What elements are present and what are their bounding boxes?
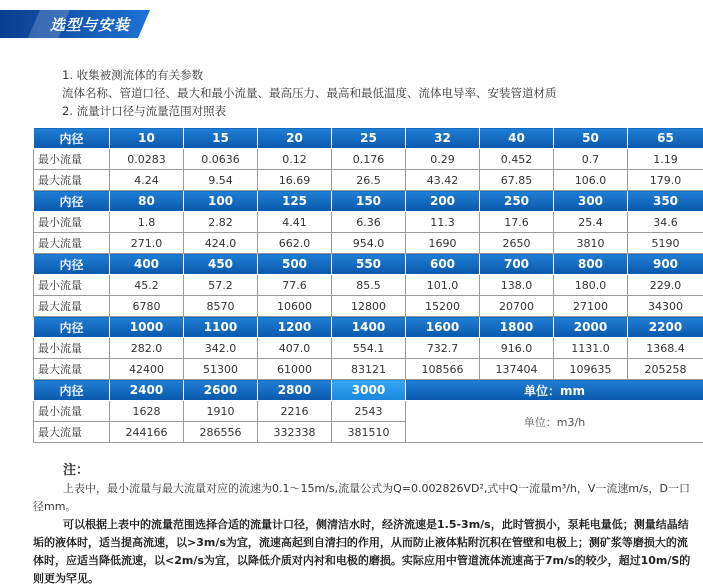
table-row [34, 359, 703, 380]
dn-cell: 65 [628, 128, 703, 149]
min-cell: 138.0 [480, 275, 554, 296]
min-cell: 25.4 [554, 212, 628, 233]
dn-cell: 300 [554, 191, 628, 212]
dn-cell: 450 [184, 254, 258, 275]
min-cell: 85.5 [332, 275, 406, 296]
min-cell: 1131.0 [554, 338, 628, 359]
dn-cell: 10 [110, 128, 184, 149]
row-label: 内径 [34, 191, 110, 212]
max-cell: 662.0 [258, 233, 332, 254]
dn-cell: 25 [332, 128, 406, 149]
dn-cell: 100 [184, 191, 258, 212]
min-cell: 4.41 [258, 212, 332, 233]
max-cell: 332338 [258, 422, 332, 443]
table-row [34, 275, 703, 296]
min-cell: 1368.4 [628, 338, 703, 359]
max-cell: 26.5 [332, 170, 406, 191]
min-cell: 17.6 [480, 212, 554, 233]
max-cell: 34300 [628, 296, 703, 317]
dn-cell: 40 [480, 128, 554, 149]
dn-cell: 1800 [480, 317, 554, 338]
row-label: 最小流量 [34, 275, 110, 296]
max-cell: 6780 [110, 296, 184, 317]
max-cell: 43.42 [406, 170, 480, 191]
dn-cell: 350 [628, 191, 703, 212]
dn-cell: 2400 [110, 380, 184, 401]
min-cell: 342.0 [184, 338, 258, 359]
min-cell: 0.0283 [110, 149, 184, 170]
max-cell: 20700 [480, 296, 554, 317]
min-cell: 0.0636 [184, 149, 258, 170]
dn-cell: 2800 [258, 380, 332, 401]
max-cell: 15200 [406, 296, 480, 317]
dn-cell: 2600 [184, 380, 258, 401]
min-cell: 554.1 [332, 338, 406, 359]
table-row [34, 296, 703, 317]
table-row [34, 149, 703, 170]
min-cell: 1.19 [628, 149, 703, 170]
max-cell: 42400 [110, 359, 184, 380]
min-cell: 407.0 [258, 338, 332, 359]
unit-mm-header: 单位：mm [406, 380, 703, 401]
min-cell: 1910 [184, 401, 258, 422]
dn-cell: 250 [480, 191, 554, 212]
row-label: 最小流量 [34, 338, 110, 359]
table-row [34, 212, 703, 233]
min-cell: 1628 [110, 401, 184, 422]
flow-range-table [33, 127, 703, 443]
min-cell: 916.0 [480, 338, 554, 359]
min-cell: 0.7 [554, 149, 628, 170]
table-row [34, 401, 703, 422]
dn-cell: 1100 [184, 317, 258, 338]
dn-cell: 3000 [332, 380, 406, 401]
max-cell: 9.54 [184, 170, 258, 191]
row-label: 最小流量 [34, 401, 110, 422]
dn-cell: 700 [480, 254, 554, 275]
dn-cell: 550 [332, 254, 406, 275]
row-label: 内径 [34, 317, 110, 338]
min-cell: 57.2 [184, 275, 258, 296]
row-label: 内径 [34, 254, 110, 275]
table-row [34, 254, 703, 275]
max-cell: 16.69 [258, 170, 332, 191]
min-cell: 2.82 [184, 212, 258, 233]
min-cell: 0.29 [406, 149, 480, 170]
max-cell: 106.0 [554, 170, 628, 191]
dn-cell: 1400 [332, 317, 406, 338]
max-cell: 109635 [554, 359, 628, 380]
intro-line-2: 流体名称、管道口径、最大和最小流量、最高压力、最高和最低温度、流体电导率、安装管道材质 [62, 86, 557, 100]
min-cell: 229.0 [628, 275, 703, 296]
max-cell: 205258 [628, 359, 703, 380]
table-row [34, 380, 703, 401]
max-cell: 286556 [184, 422, 258, 443]
dn-cell: 200 [406, 191, 480, 212]
min-cell: 34.6 [628, 212, 703, 233]
max-cell: 3810 [554, 233, 628, 254]
max-cell: 108566 [406, 359, 480, 380]
dn-cell: 500 [258, 254, 332, 275]
min-cell: 0.12 [258, 149, 332, 170]
min-cell: 2543 [332, 401, 406, 422]
max-cell: 271.0 [110, 233, 184, 254]
max-cell: 8570 [184, 296, 258, 317]
dn-cell: 600 [406, 254, 480, 275]
max-cell: 83121 [332, 359, 406, 380]
section-title: 选型与安装 [50, 16, 131, 34]
row-label: 最小流量 [34, 212, 110, 233]
max-cell: 2650 [480, 233, 554, 254]
table-row [34, 191, 703, 212]
dn-cell: 900 [628, 254, 703, 275]
max-cell: 67.85 [480, 170, 554, 191]
dn-cell: 800 [554, 254, 628, 275]
dn-cell: 400 [110, 254, 184, 275]
row-label: 最大流量 [34, 359, 110, 380]
table-row [34, 338, 703, 359]
max-cell: 27100 [554, 296, 628, 317]
dn-cell: 20 [258, 128, 332, 149]
min-cell: 77.6 [258, 275, 332, 296]
dn-cell: 50 [554, 128, 628, 149]
min-cell: 11.3 [406, 212, 480, 233]
max-cell: 51300 [184, 359, 258, 380]
max-cell: 12800 [332, 296, 406, 317]
dn-cell: 2200 [628, 317, 703, 338]
min-cell: 2216 [258, 401, 332, 422]
table-row [34, 170, 703, 191]
row-label: 最大流量 [34, 296, 110, 317]
table-row [34, 128, 703, 149]
section-title-banner [0, 8, 158, 40]
dn-cell: 1200 [258, 317, 332, 338]
min-cell: 180.0 [554, 275, 628, 296]
max-cell: 61000 [258, 359, 332, 380]
max-cell: 244166 [110, 422, 184, 443]
dn-cell: 32 [406, 128, 480, 149]
max-cell: 954.0 [332, 233, 406, 254]
dn-cell: 150 [332, 191, 406, 212]
dn-cell: 125 [258, 191, 332, 212]
max-cell: 179.0 [628, 170, 703, 191]
max-cell: 10600 [258, 296, 332, 317]
notes [33, 462, 693, 588]
table-row [34, 233, 703, 254]
row-label: 内径 [34, 380, 110, 401]
min-cell: 732.7 [406, 338, 480, 359]
unit-flow-cell: 单位：m3/h [406, 401, 703, 443]
dn-cell: 1600 [406, 317, 480, 338]
max-cell: 137404 [480, 359, 554, 380]
max-cell: 1690 [406, 233, 480, 254]
max-cell: 424.0 [184, 233, 258, 254]
dn-cell: 1000 [110, 317, 184, 338]
dn-cell: 80 [110, 191, 184, 212]
min-cell: 101.0 [406, 275, 480, 296]
max-cell: 4.24 [110, 170, 184, 191]
row-label: 最小流量 [34, 149, 110, 170]
max-cell: 5190 [628, 233, 703, 254]
min-cell: 0.452 [480, 149, 554, 170]
row-label: 最大流量 [34, 170, 110, 191]
min-cell: 0.176 [332, 149, 406, 170]
intro-line-1: 1. 收集被测流体的有关参数 [62, 68, 204, 82]
row-label: 最大流量 [34, 422, 110, 443]
row-label: 内径 [34, 128, 110, 149]
max-cell: 381510 [332, 422, 406, 443]
min-cell: 6.36 [332, 212, 406, 233]
dn-cell: 15 [184, 128, 258, 149]
table-row [34, 317, 703, 338]
notes-paragraph-1: 上表中，最小流量与最大流量对应的流速为0.1～15m/s,流量公式为Q=0.002826VD²,式中Q一流量m³/h，V一流速m/s，D一口径mm。 [33, 482, 691, 513]
intro-line-3: 2. 流量计口径与流量范围对照表 [62, 104, 227, 118]
min-cell: 1.8 [110, 212, 184, 233]
dn-cell: 2000 [554, 317, 628, 338]
min-cell: 45.2 [110, 275, 184, 296]
min-cell: 282.0 [110, 338, 184, 359]
row-label: 最大流量 [34, 233, 110, 254]
notes-paragraph-2: 可以根据上表中的流量范围选择合适的流量计口径，侧清洁水时，经济流速是1.5-3m/s，此时管损小，泵耗电量低；测量结晶结垢的液体时，适当提高流速，以>3m/s为宜，流速高起到自清扫的作用，从而防止液体粘附沉积在管壁和电极上；测矿浆等磨损大的流体时，应适当降低流速，以<2m/s为宜，以降低介质对内衬和电极的磨损。实际应用中管道流体流速高于7m/s的较少，超过10m/S的则更为罕见。 [33, 518, 691, 585]
notes-title: 注： [63, 463, 90, 478]
